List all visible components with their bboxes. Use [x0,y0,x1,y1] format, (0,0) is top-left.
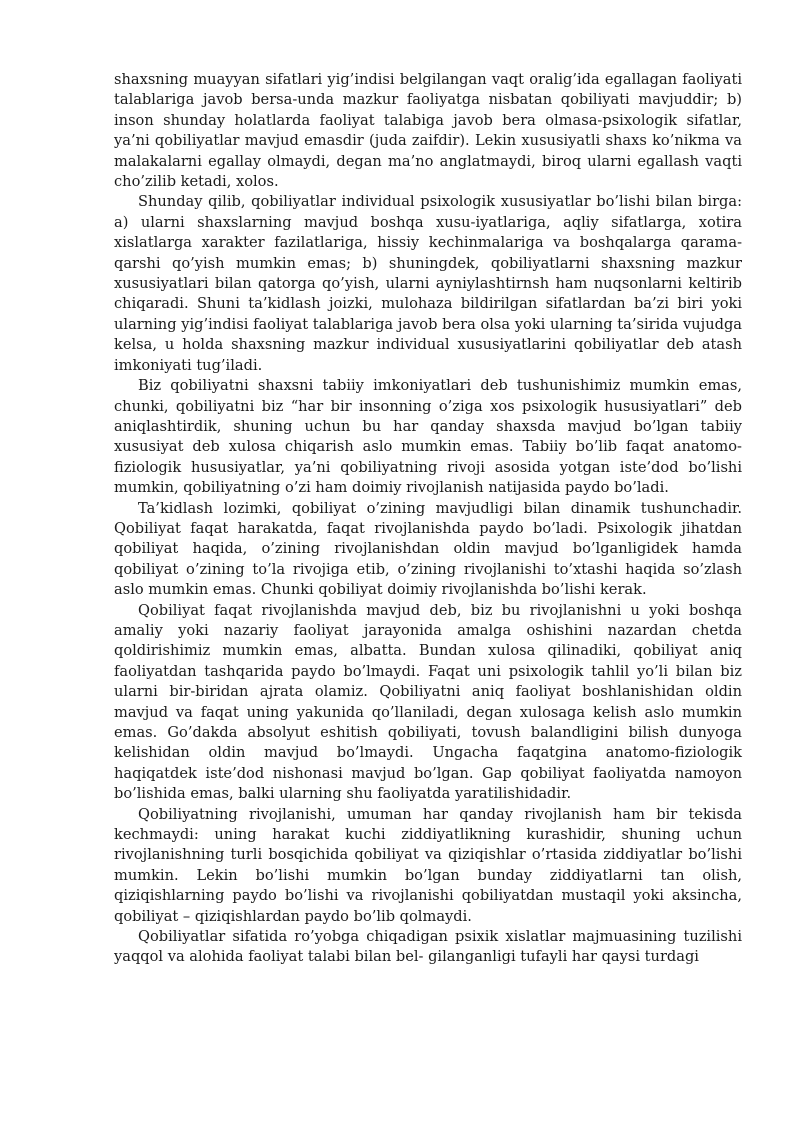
paragraph-development-in-activity: Qobiliyat faqat rivojlanishda mavjud deb, biz bu rivojlanishni u yoki boshqa amaliy yoki nazariy faoliyat jarayonida amalga oshishini nazardan chetda qoldirishimiz mumkin emas, albatta. Bundan xulosa qilinadiki, qobiliyat aniq faoliyatdan tashqarida paydo bo’lmaydi. Faqat uni psixologik tahlil yo’li bilan biz ularni bir-biridan ajrata olamiz. Qobiliyatni aniq faoliyat boshlanishidan oldin mavjud va faqat uning yakunida qo’llaniladi, degan xulosaga kelish aslo mumkin emas. Go’dakda absolyut eshitish qobiliyati, tovush balandligini bilish dunyoga kelishidan oldin mavjud bo’lmaydi. Ungacha faqatgina anatomo-fiziologik haqiqatdek iste’dod nishonasi mavjud bo’lgan. Gap qobiliyat faoliyatda namoyon bo’lishida emas, balki ularning shu faoliyatda yaratilishidadir. [114,601,742,803]
paragraph-structure-of-abilities: Qobiliyatlar sifatida ro’yobga chiqadigan psixik xislatlar majmuasining tuzilishi yaqqol va alohida faoliyat talabi bilan bel- gilanganligi tufayli har qaysi turdagi [114,928,742,966]
document-page [114,70,742,968]
paragraph-natural-abilities: Biz qobiliyatni shaxsni tabiiy imkoniyatlari deb tushunishimiz mumkin emas, chunki, qobiliyatni biz “har bir insonning o’ziga xos psixologik hususiyatlari” deb aniqlashtirdik, shuning uchun bu har qanday shaxsda mavjud bo’lgan tabiiy xususiyat deb xulosa chiqarish aslo mumkin emas. Tabiiy bo’lib faqat anatomo-fiziologik hususiyatlar, ya’ni qobiliyatning rivoji asosida yotgan iste’dod bo’lishi mumkin, qobiliyatning o’zi ham doimiy rivojlanish natijasida paydo bo’ladi. [114,377,742,497]
paragraph-abilities-individual-traits: Shunday qilib, qobiliyatlar individual psixologik xususiyatlar bo’lishi bilan birga: a) ularni shaxslarning mavjud boshqa xusu-iyatlariga, aqliy sifatlarga, xotira xislatlarga xarakter fazilatlariga, hissiy kechinmalariga va boshqalarga qarama-qarshi qo’yish mumkin emas; b) shuningdek, qobiliyatlarni shaxsning mazkur xususiyatlari bilan qatorga qo’yish, ularni ayniylashtirnsh ham nuqsonlarni keltirib chiqaradi. Shuni ta’kidlash joizki, mulohaza bildirilgan sifatlardan ba’zi biri yoki ularning yig’indisi faoliyat talablariga javob bera olsa yoki ularning ta’sirida vujudga kelsa, u holda shaxsning mazkur individual xususiyatlarini qobiliyatlar deb atash imkoniyati tug’iladi. [114,193,742,374]
paragraph-dynamic-concept: Ta’kidlash lozimki, qobiliyat o’zining mavjudligi bilan dinamik tushunchadir. Qobiliyat faqat harakatda, faqat rivojlanishda paydo bo’ladi. Psixologik jihatdan qobiliyat haqida, o’zining rivojlanishdan oldin mavjud bo’lganligidek hamda qobiliyat o’zining to’la rivojiga etib, o’zining rivojlanishi to’xtashi haqida so’zlash aslo mumkin emas. Chunki qobiliyat doimiy rivojlanishda bo’lishi kerak. [114,499,742,599]
paragraph-continuation: shaxsning muayyan sifatlari yig’indisi belgilangan vaqt oralig’ida egallagan faoliyati talablariga javob bersa-unda mazkur faoliyatga nisbatan qobiliyati mavjuddir; b) inson shunday holatlarda faoliyat talabiga javob bera olmasa-psixologik sifatlar, ya’ni qobiliyatlar mavjud emasdir (juda zaifdir). Lekin xususiyatli shaxs ko’nikma va malakalarni egallay olmaydi, degan ma’no anglatmaydi, biroq ularni egallash vaqti cho’zilib ketadi, xolos. [114,71,742,191]
paragraph-contradictions: Qobiliyatning rivojlanishi, umuman har qanday rivojlanish ham bir tekisda kechmaydi: uning harakat kuchi ziddiyatlikning kurashidir, shuning uchun rivojlanishning turli bosqichida qobiliyat va qiziqishlar o’rtasida ziddiyatlar bo’lishi mumkin. Lekin bo’lishi mumkin bo’lgan bunday ziddiyatlarni tan olish, qiziqishlarning paydo bo’lishi va rivojlanishi qobiliyatdan mustaqil yoki aksincha, qobiliyat – qiziqishlardan paydo bo’lib qolmaydi. [114,805,742,925]
